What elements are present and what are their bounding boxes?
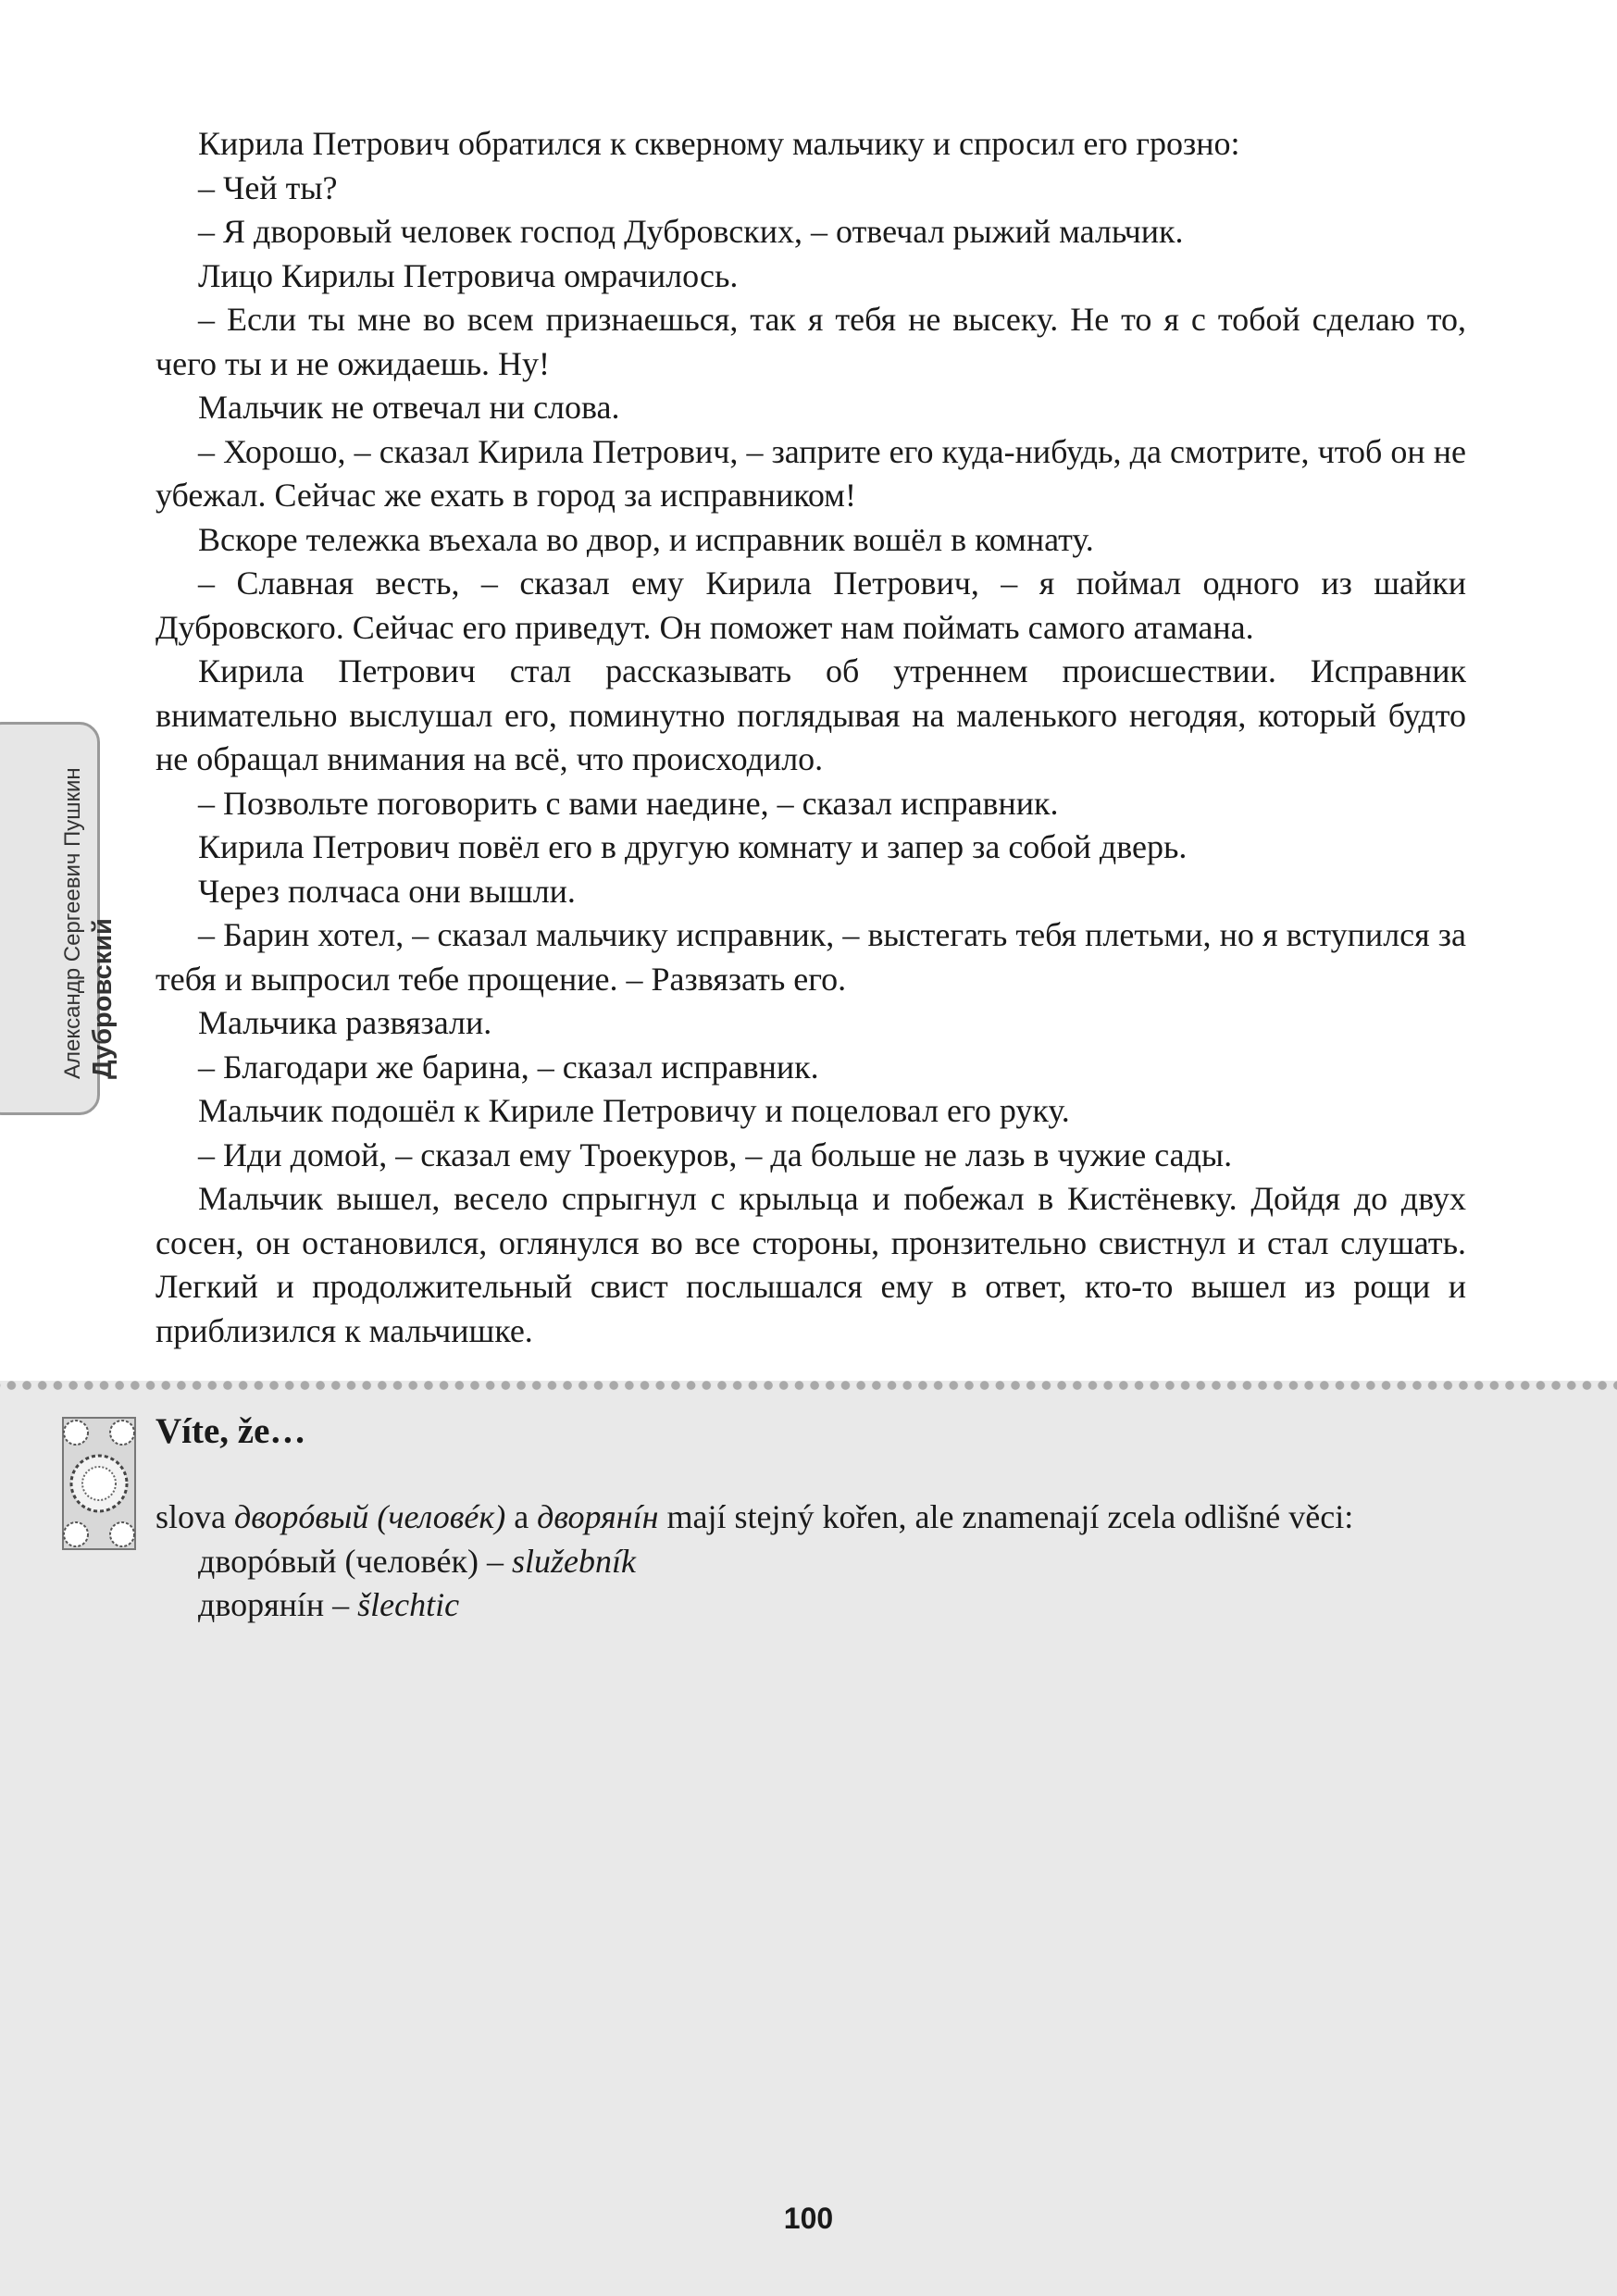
term-dvorovyj: дворóвый (человéк) (234, 1498, 506, 1535)
glossary-word: дворянíн (198, 1586, 325, 1623)
side-tab-author: Александр Сергеевич Пушкин (60, 767, 85, 1079)
paragraph: – Позвольте поговорить с вами наедине, – сказал исправник. (198, 784, 1059, 822)
glossary-translation: šlechtic (357, 1586, 460, 1623)
info-text (155, 1496, 1433, 1628)
term-dvoryanin: дворянíн (537, 1498, 659, 1535)
intro-start: slova (155, 1498, 234, 1535)
paragraph: – Чей ты? (198, 168, 338, 206)
paragraph: Через полчаса они вышли. (198, 872, 576, 910)
glossary-translation: služebník (512, 1542, 636, 1580)
paragraph: – Барин хотел, – сказал мальчику исправник, – выстегать тебя плетьми, но я вступился за тебя и выпросил тебе прощение. – Развязать его. (155, 916, 1466, 998)
info-intro (155, 1496, 1433, 1540)
paragraph: Мальчика развязали. (198, 1004, 492, 1041)
side-tab-title: Дубровский (88, 918, 118, 1079)
paragraph: Кирила Петрович стал рассказывать об утреннем происшествии. Исправник внимательно выслушал его, поминутно поглядывая на маленького негодяя, который будто не обращал внимания на всё, что происходило. (155, 652, 1466, 777)
paragraph: Мальчик подошёл к Кириле Петровичу и поцеловал его руку. (198, 1092, 1070, 1129)
paragraph: – Иди домой, – сказал ему Троекуров, – да больше не лазь в чужие сады. (198, 1136, 1233, 1173)
page-number: 100 (783, 2202, 834, 2235)
paragraph: – Если ты мне во всем признаешься, так я тебя не высеку. Не то я с тобой сделаю то, чего ты и не ожидаешь. Ну! (155, 301, 1466, 382)
glossary-dash: – (324, 1586, 358, 1623)
glossary-dash: – (479, 1542, 513, 1580)
intro-mid: a (505, 1498, 538, 1535)
paragraph: – Славная весть, – сказал ему Кирила Петрович, – я поймал одного из шайки Дубровского. Сейчас его приведут. Он поможет нам поймать самого атамана. (155, 565, 1466, 646)
paragraph: Мальчик не отвечал ни слова. (198, 389, 620, 426)
paragraph: – Я дворовый человек господ Дубровских, – отвечал рыжий мальчик. (198, 213, 1184, 250)
info-heading: Víte, že… (155, 1411, 306, 1451)
glossary-item (155, 1540, 1433, 1584)
dotted-divider (0, 1381, 1617, 1390)
paragraph: – Хорошо, – сказал Кирила Петрович, – заприте его куда-нибудь, да смотрите, чтоб он не убежал. Сейчас же ехать в город за исправником! (155, 432, 1466, 514)
paragraph: Вскоре тележка въехала во двор, и исправник вошёл в комнату. (198, 520, 1094, 558)
glossary-item (155, 1583, 1433, 1628)
ornament-icon (61, 1416, 137, 1551)
paragraph: Кирила Петрович повёл его в другую комнату и запер за собой дверь. (198, 828, 1188, 865)
side-tab-label (59, 746, 118, 1079)
paragraph: – Благодари же барина, – сказал исправник. (198, 1048, 819, 1086)
glossary-word: дворóвый (человéк) (198, 1542, 479, 1580)
intro-end: mají stejný kořen, ale znamenají zcela odlišné věci: (658, 1498, 1354, 1535)
paragraph: Лицо Кирилы Петровича омрачилось. (198, 256, 739, 294)
paragraph: Кирила Петрович обратился к скверному мальчику и спросил его грозно: (198, 125, 1240, 162)
paragraph: Мальчик вышел, весело спрыгнул с крыльца и побежал в Кистёневку. Дойдя до двух сосен, он остановился, оглянулся во все стороны, пронзительно свистнул и стал слушать. Легкий и продолжительный свист послышался ему в ответ, кто-то вышел из рощи и приблизился к мальчишке. (155, 1180, 1466, 1349)
did-you-know-box (0, 1381, 1617, 2296)
story-text (155, 122, 1466, 1353)
